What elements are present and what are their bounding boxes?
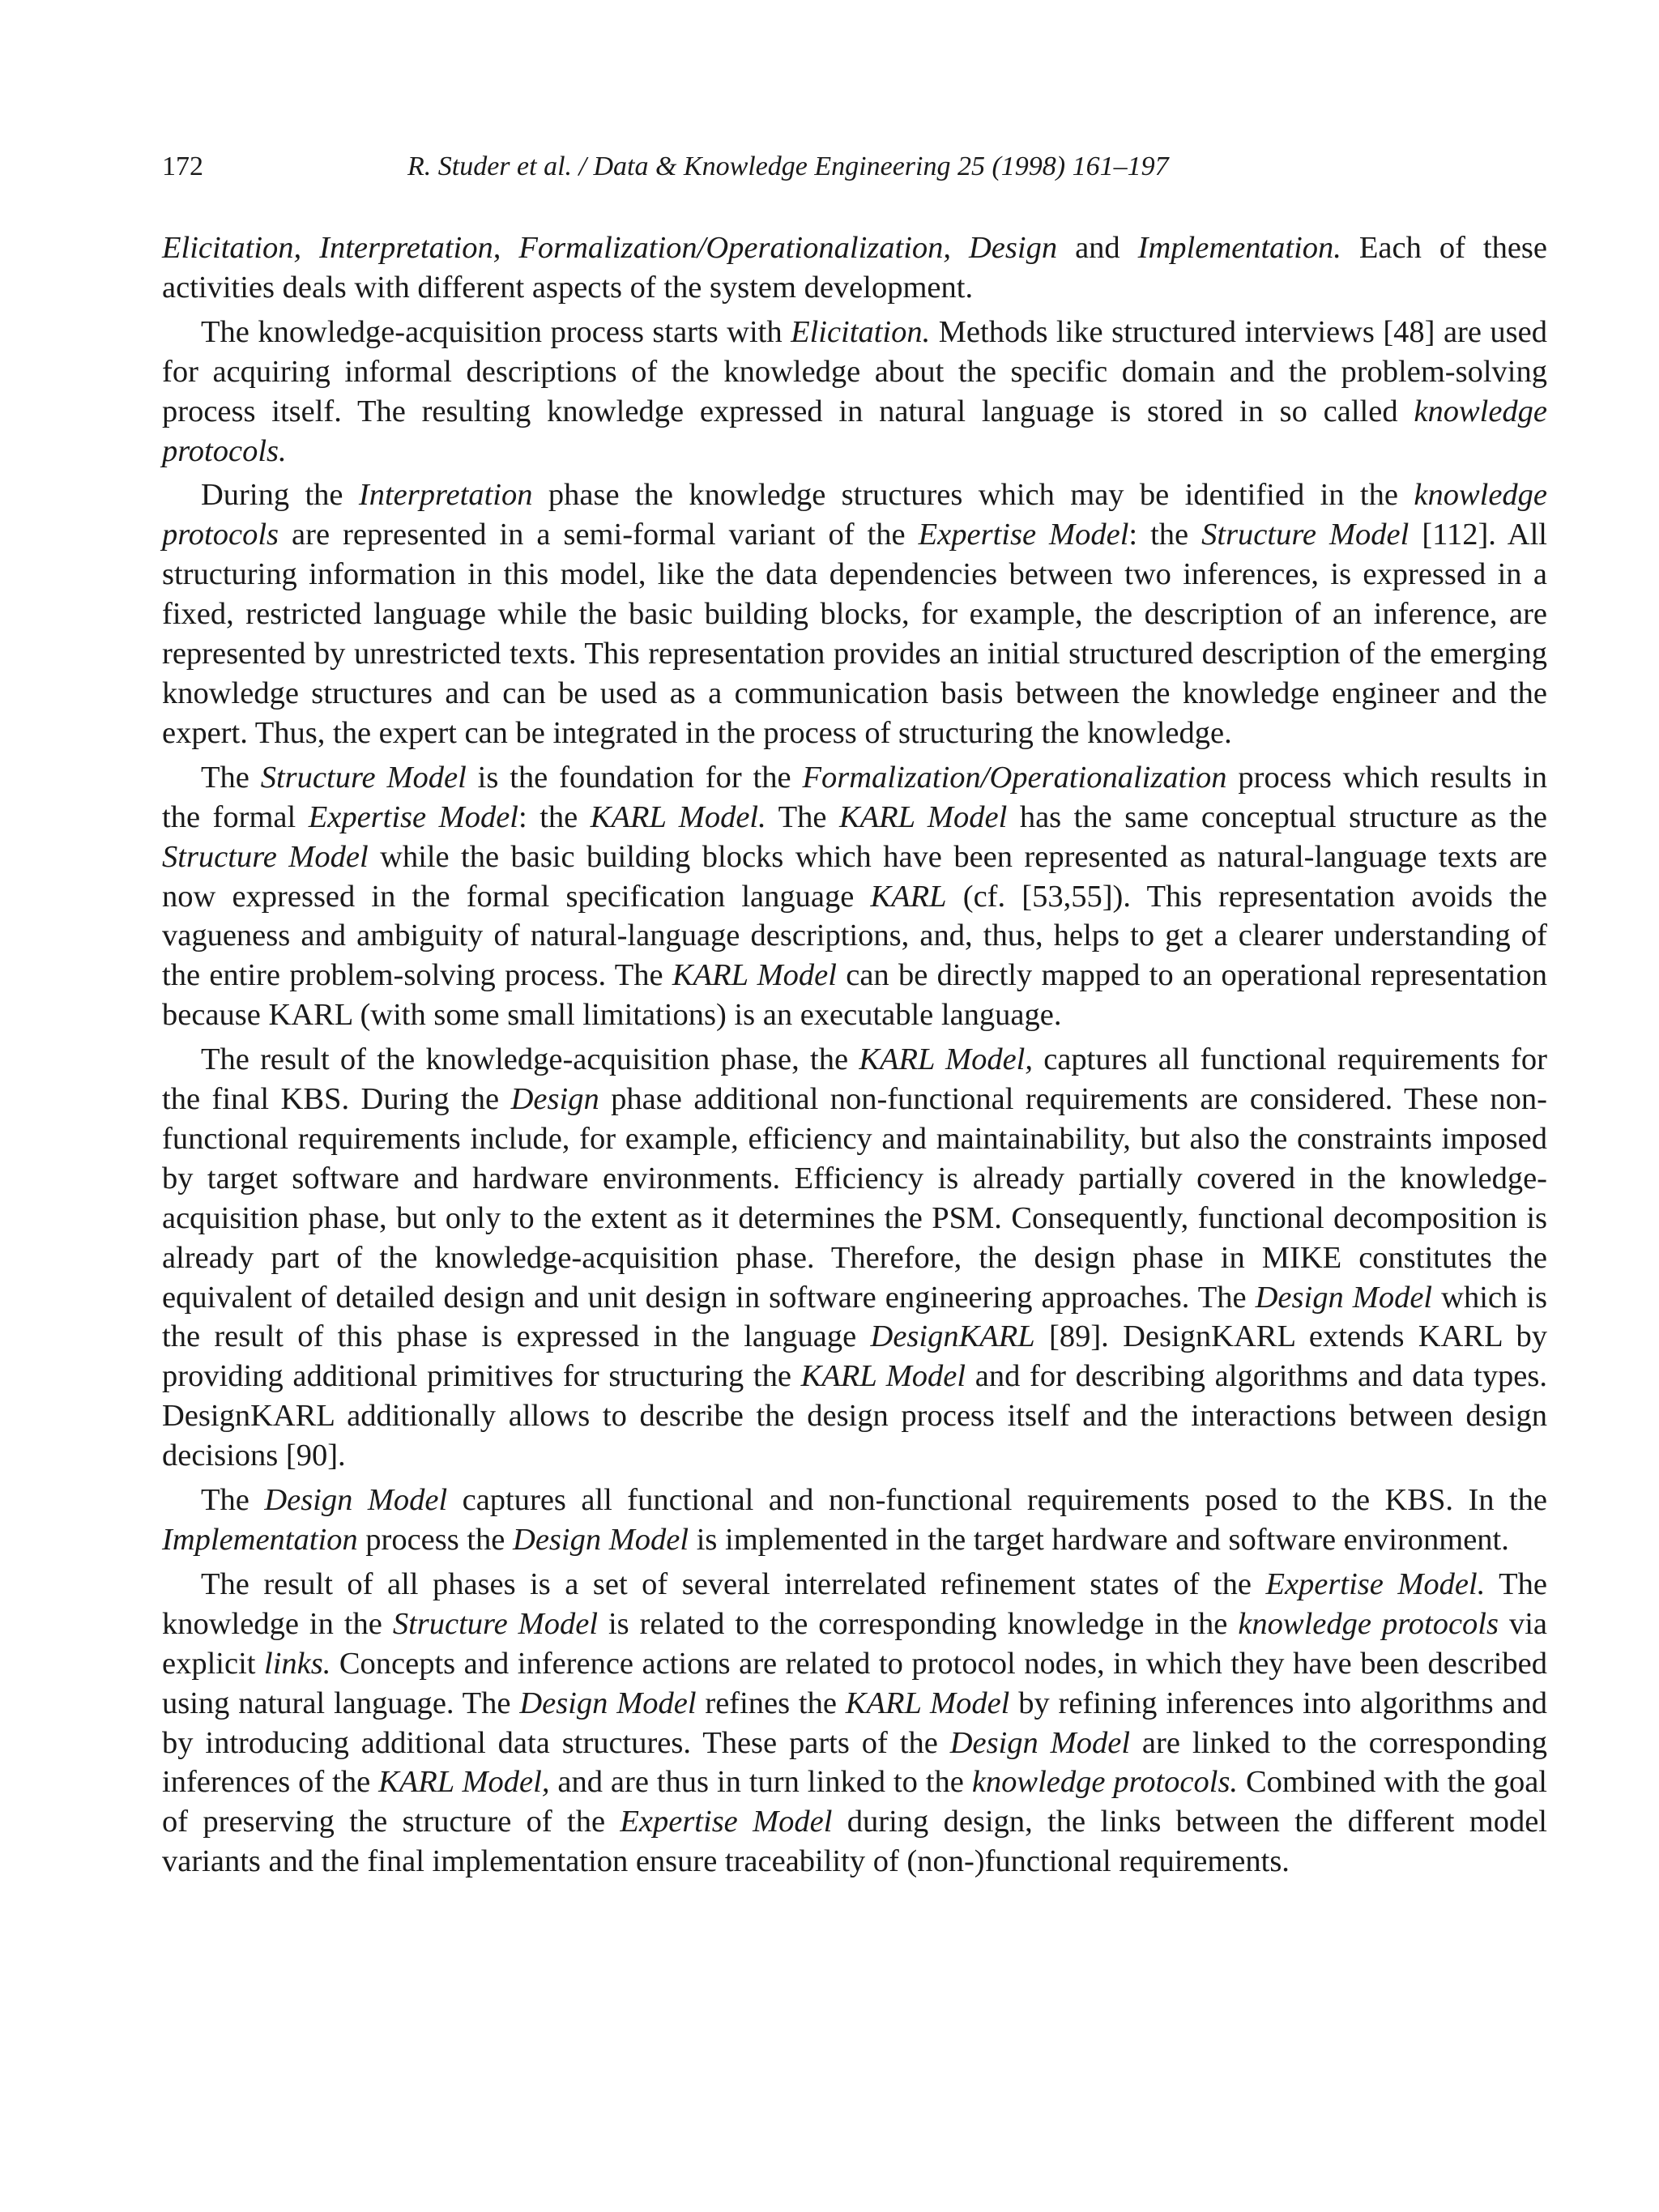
- text-run: Concepts and inference actions are related to protocol nodes, in which they have been described using natural language. The: [162, 1646, 1547, 1720]
- italic-term: Expertise Model: [308, 799, 518, 834]
- italic-term: Design Model: [264, 1483, 448, 1518]
- text-run: (cf. [53,55]). This representation avoids the vagueness and ambiguity of natural-language descriptions, and, thus, helps to get a clearer understanding of the entire problem-solving process. The: [162, 879, 1547, 993]
- italic-term: Design: [510, 1082, 599, 1117]
- paragraph: [162, 1481, 1547, 1560]
- text-run: and for describing algorithms and data types. DesignKARL additionally allows to describe the design process itself and the interactions between design decisions [90].: [162, 1359, 1547, 1473]
- italic-term: KARL Model,: [859, 1042, 1033, 1077]
- italic-term: Structure Model: [1201, 518, 1410, 552]
- text-run: : the: [518, 799, 591, 834]
- italic-term: Elicitation, Interpretation, Formalization/Operationalization, Design: [162, 231, 1058, 265]
- italic-term: knowledge protocols: [1238, 1606, 1499, 1641]
- text-run: The: [766, 799, 839, 834]
- text-run: [89]. DesignKARL extends KARL by providing additional primitives for structuring the: [162, 1319, 1547, 1394]
- text-run: has the same conceptual structure as the: [1007, 799, 1547, 834]
- text-run: The result of the knowledge-acquisition phase, the: [201, 1042, 859, 1077]
- italic-term: knowledge protocols: [162, 478, 1547, 552]
- text-run: During the: [201, 478, 359, 513]
- text-run: Combined with the goal of preserving the structure of the: [162, 1765, 1547, 1839]
- italic-term: KARL: [870, 879, 947, 914]
- italic-term: Expertise Model: [620, 1805, 833, 1839]
- text-run: can be directly mapped to an operational representation because KARL (with some small limitations) is an executable language.: [162, 958, 1548, 1033]
- text-run: refines the: [696, 1686, 846, 1720]
- italic-term: Design Model: [949, 1725, 1131, 1760]
- italic-term: KARL Model: [838, 799, 1008, 834]
- page-number: 172: [162, 151, 203, 181]
- text-run: process which results in the formal: [162, 760, 1547, 834]
- italic-term: knowledge protocols.: [162, 394, 1547, 468]
- italic-term: KARL Model: [845, 1686, 1010, 1720]
- italic-term: Interpretation: [358, 478, 533, 513]
- paragraph: [162, 758, 1547, 1035]
- italic-term: KARL Model: [672, 958, 837, 993]
- italic-term: Structure Model: [162, 839, 369, 874]
- text-run: is implemented in the target hardware and software environment.: [689, 1523, 1509, 1557]
- text-run: The result of all phases is a set of several interrelated refinement states of the: [201, 1566, 1266, 1601]
- paragraph: [162, 1040, 1547, 1476]
- text-run: The knowledge in the: [162, 1566, 1548, 1641]
- italic-term: Design Model: [513, 1523, 689, 1557]
- text-run: captures all functional requirements for the final KBS. During the: [162, 1042, 1547, 1117]
- text-run: which is the result of this phase is expressed in the language: [162, 1280, 1547, 1354]
- paragraph: [162, 313, 1547, 471]
- text-run: [112]. All structuring information in this model, like the data dependencies between two inferences, is expressed in a fixed, restricted language while the basic building blocks, for example, the description of an inference, are represented by unrestricted texts. This representation provides an initial structured description of the emerging knowledge structures and can be used as a communication basis between the knowledge engineer and the expert. Thus, the expert can be integrated in the process of structuring the knowledge.: [162, 518, 1548, 750]
- paragraph: [162, 475, 1547, 752]
- italic-term: DesignKARL: [870, 1319, 1035, 1354]
- text-run: are represented in a semi-formal variant of the: [279, 518, 919, 552]
- paragraph: [162, 228, 1547, 308]
- italic-term: Structure Model: [260, 760, 467, 795]
- text-run: Methods like structured interviews [48] are used for acquiring informal descriptions of the knowledge about the specific domain and the problem-solving process itself. The resulting knowledge expressed in natural language is stored in so called: [162, 314, 1547, 428]
- italic-term: Expertise Model.: [1265, 1566, 1486, 1601]
- italic-term: links.: [264, 1646, 331, 1681]
- text-run: The knowledge-acquisition process starts with: [201, 314, 791, 349]
- italic-term: KARL Model: [800, 1359, 966, 1394]
- text-run: are linked to the corresponding inferences of the: [162, 1725, 1547, 1800]
- italic-term: Structure Model: [392, 1606, 599, 1641]
- text-run: The: [201, 760, 261, 795]
- text-run: : the: [1128, 518, 1202, 552]
- text-run: captures all functional and non-functional requirements posed to the KBS. In the: [447, 1483, 1548, 1518]
- italic-term: Implementation: [162, 1523, 358, 1557]
- text-run: phase additional non-functional requirements are considered. These non-functional requirements include, for example, efficiency and maintainability, but also the constraints imposed by target software and hardware environments. Efficiency is already partially covered in the knowledge-acquisition phase, but only to the extent as it determines the PSM. Consequently, functional decomposition is already part of the knowledge-acquisition phase. Therefore, the design phase in MIKE constitutes the equivalent of detailed design and unit design in software engineering approaches. The: [162, 1082, 1547, 1315]
- running-head: R. Studer et al. / Data & Knowledge Engineering 25 (1998) 161–197: [407, 151, 1169, 181]
- text-run: during design, the links between the different model variants and the final implementation ensure traceability of (non-)functional requirements.: [162, 1805, 1548, 1879]
- text-run: via explicit: [162, 1606, 1547, 1681]
- text-run: is the foundation for the: [466, 760, 803, 795]
- body-text: [162, 228, 1547, 1886]
- text-run: while the basic building blocks which have been represented as natural-language texts are now expressed in the formal specification language: [162, 839, 1547, 914]
- text-run: by refining inferences into algorithms and by introducing additional data structures. These parts of the: [162, 1686, 1547, 1760]
- italic-term: Formalization/Operationalization: [802, 760, 1227, 795]
- text-run: phase the knowledge structures which may be identified in the: [532, 478, 1414, 513]
- text-run: and are thus in turn linked to the: [549, 1765, 972, 1800]
- italic-term: Expertise Model: [918, 518, 1129, 552]
- italic-term: Design Model: [519, 1686, 697, 1720]
- text-run: process the: [357, 1523, 514, 1557]
- text-run: Each of these activities deals with different aspects of the system development.: [162, 231, 1548, 305]
- italic-term: Elicitation.: [791, 314, 931, 349]
- paragraph: [162, 1565, 1547, 1882]
- italic-term: KARL Model.: [590, 799, 766, 834]
- text-run: is related to the corresponding knowledge in the: [598, 1606, 1239, 1641]
- text-run: The: [201, 1483, 265, 1518]
- italic-term: knowledge protocols.: [971, 1765, 1239, 1800]
- text-run: and: [1057, 231, 1138, 265]
- italic-term: KARL Model,: [378, 1765, 550, 1800]
- italic-term: Design Model: [1255, 1280, 1433, 1315]
- italic-term: Implementation.: [1137, 231, 1341, 265]
